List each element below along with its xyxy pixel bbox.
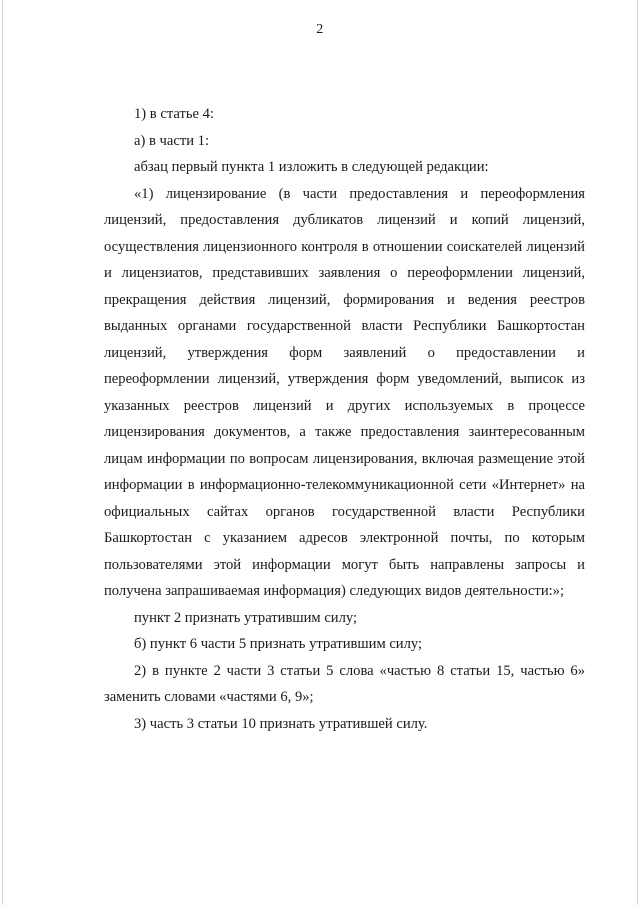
paragraph-article-4: 1) в статье 4:: [134, 106, 214, 122]
paragraph-point-2-repeal: пункт 2 признать утратившим силу;: [134, 609, 358, 626]
paragraph-article-5-amend: 2) в пункте 2 части 3 статьи 5 слова «частью 8 статьи 15, частью 6» заменить словами «частями 6, 9»;: [104, 662, 585, 705]
paragraph-part-1: а) в части 1:: [134, 132, 210, 149]
page-left-edge: [2, 0, 3, 905]
paragraph-amend-intro: абзац первый пункта 1 изложить в следующей редакции:: [134, 159, 489, 175]
page-number: 2: [316, 22, 324, 37]
page-right-edge: [637, 0, 638, 905]
paragraph-point-6-repeal: б) пункт 6 части 5 признать утратившим силу;: [134, 636, 423, 652]
paragraph-new-wording: «1) лицензирование (в части предоставления и переоформления лицензий, предоставления дубликатов лицензий и копий лицензий, осуществления лицензионного контроля в отношении соискателей лицензий и лицензиатов, представивших заявления о переоформлении лицензий, прекращения действия лицензий, формирования и ведения реестров выданных органами государственной власти Республики Башкортостан лицензий, утверждения форм заявлений о предоставлении и переоформлении лицензий, утверждения форм уведомлений, выписок из указанных реестров лицензий и других используемых в процессе лицензирования документов, а также предоставления заинтересованным лицам информации по вопросам лицензирования, включая размещение этой информации в информационно-телекоммуникационной сети «Интернет» на официальных сайтах органов государственной власти Республики Башкортостан с указанием адресов электронной почты, по которым пользователями этой информации могут быть направлены запросы и получена запрашиваемая информация) следующих видов деятельности:»;: [104, 185, 585, 599]
paragraph-article-10-repeal: 3) часть 3 статьи 10 признать утратившей силу.: [134, 715, 428, 732]
document-body: [104, 101, 585, 737]
